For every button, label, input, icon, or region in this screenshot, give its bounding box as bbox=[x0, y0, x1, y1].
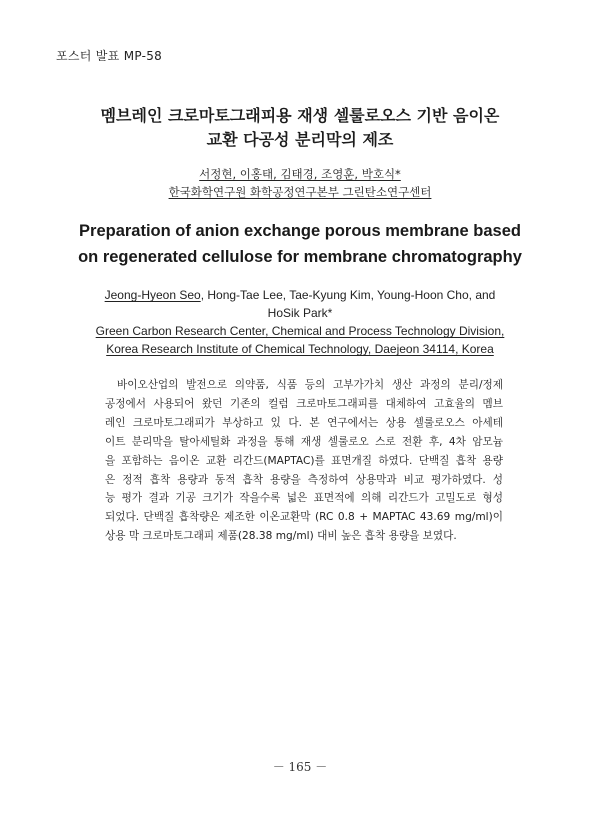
page-number: － 165 － bbox=[272, 760, 328, 774]
english-affiliation-line-1: Green Carbon Research Center, Chemical and Process Technology Division, bbox=[95, 324, 505, 338]
korean-author-block bbox=[60, 165, 540, 201]
english-affiliation-line-2: Korea Research Institute of Chemical Technology, Daejeon 34114, Korea bbox=[106, 342, 494, 356]
english-authors-line-1 bbox=[60, 286, 540, 304]
abstract-line: 능 평가 결과 기공 크기가 작을수록 넓은 표면적에 의해 리간드가 고밀도로 형성 bbox=[105, 492, 503, 505]
korean-affiliation: 한국화학연구원 화학공정연구본부 그린탄소연구센터 bbox=[168, 185, 432, 199]
korean-title bbox=[60, 104, 540, 152]
abstract-line: 되었다. 단백질 흡착량은 제조한 이온교환막 (RC 0.8 + MAPTAC 43.69 mg/ml)이 bbox=[105, 511, 503, 524]
first-author: Jeong-Hyeon Seo bbox=[104, 288, 201, 302]
abstract-line: 을 포함하는 음이온 교환 리간드(MAPTAC)를 표면개질 하였다. 단백질 흡착 용량 bbox=[105, 454, 503, 467]
abstract-line: 은 정적 흡착 용량과 동적 흡착 용량을 측정하여 상용막과 비교 평가하였다. 성 bbox=[105, 473, 503, 486]
abstract-line: 상용 막 크로마토그래피 제품(28.38 mg/ml) 대비 높은 흡착 용량을 보였다. bbox=[105, 530, 457, 543]
abstract-line: 이트 분리막을 탈아세틸화 과정을 통해 재생 셀룰로오 스로 전환 후, 4차 암모늄 bbox=[105, 435, 503, 448]
korean-authors: 서정현, 이홍태, 김태경, 조영훈, 박호식* bbox=[199, 167, 401, 181]
korean-title-line-1: 멤브레인 크로마토그래피용 재생 셀룰로오스 기반 음이온 bbox=[100, 106, 500, 125]
english-title bbox=[40, 218, 560, 270]
abstract-line: 바이오산업의 발전으로 의약품, 식품 등의 고부가가치 생산 과정의 분리/정제 bbox=[117, 379, 503, 391]
english-author-block bbox=[60, 286, 540, 358]
poster-label: 포스터 발표 MP-58 bbox=[56, 49, 163, 63]
english-title-line-2: on regenerated cellulose for membrane chromatography bbox=[78, 248, 522, 266]
english-title-line-1: Preparation of anion exchange porous membrane based bbox=[79, 222, 521, 240]
abstract-line: 레인 크로마토그래피가 부상하고 있 다. 본 연구에서는 상용 셀룰로오스 아세테 bbox=[105, 416, 503, 429]
english-authors-line-2: HoSik Park* bbox=[267, 306, 333, 320]
co-authors: , Hong-Tae Lee, Tae-Kyung Kim, Young-Hoon Cho, and bbox=[200, 288, 496, 302]
korean-title-line-2: 교환 다공성 분리막의 제조 bbox=[206, 130, 394, 149]
abstract-line: 공정에서 사용되어 왔던 기존의 컬럼 크로마토그래피를 대체하여 고효율의 멤브 bbox=[105, 397, 503, 410]
abstract-body bbox=[105, 376, 503, 546]
